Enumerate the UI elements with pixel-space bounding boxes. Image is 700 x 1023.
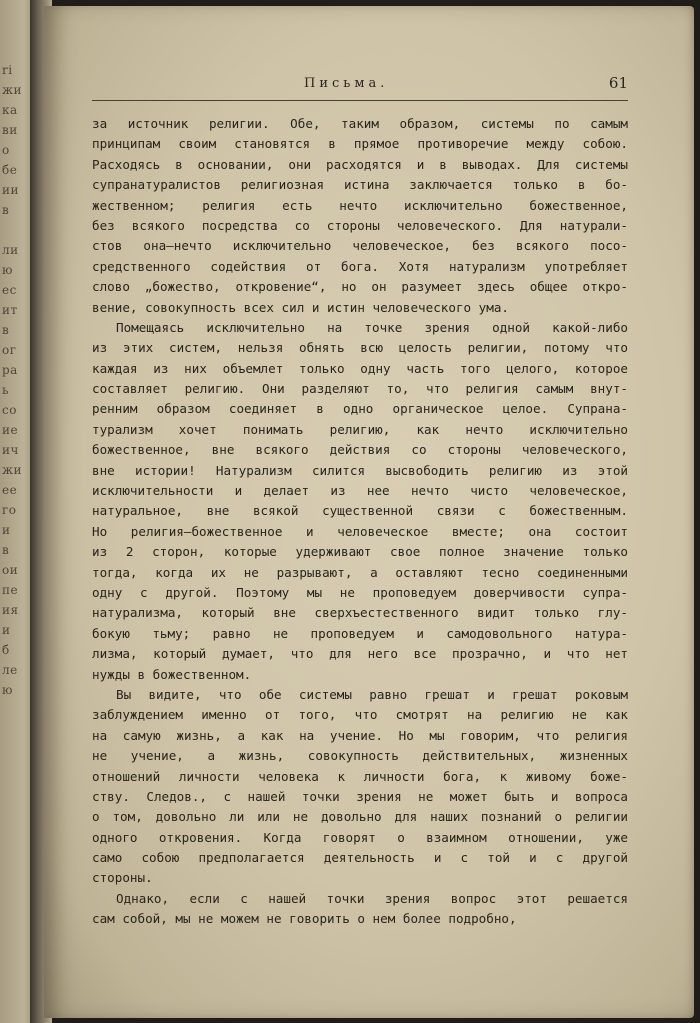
text-line: супранатуралистов религиозная истина заключается только в бо- [92, 177, 628, 193]
left-page-fragment: бе [2, 163, 18, 177]
paragraph [92, 889, 628, 930]
text-line: средственного содействия от бога. Хотя натурализм употребляет [92, 258, 628, 274]
left-page-fragment: жи [2, 463, 23, 477]
paragraph [92, 318, 628, 685]
text-line: заблуждением именно от того, что смотрят на религию не как [92, 707, 628, 723]
left-page-fragment: ле [2, 663, 18, 677]
left-page-fragment: в [2, 203, 10, 217]
text-line: натурализма, который вне сверхъестественного видит только глу- [92, 605, 628, 621]
running-title: Письма. [304, 76, 389, 91]
text-line: ству. Следов., с нашей точки зрения не может быть и вопроса [92, 788, 628, 804]
text-line: Однако, если с нашей точки зрения вопрос этот решается [116, 890, 628, 906]
left-page-fragment: ви [2, 123, 18, 137]
left-page-fragment: ии [2, 183, 19, 197]
left-page-fragment: и [2, 623, 11, 637]
book-page [44, 6, 694, 1018]
text-line: из 2 сторон, которые удерживают свое полное значение только [92, 544, 628, 560]
paragraph [92, 114, 628, 318]
text-line: Вы видите, что обе системы равно грешат и грешат роковым [116, 686, 628, 702]
text-line: принципам своим становятся в прямое противоречие между собою. [92, 136, 628, 152]
left-page-fragment: ра [2, 363, 18, 377]
text-line: о том, довольно ли или не довольно для наших познаний о религии [92, 809, 628, 825]
text-line: стов она—нечто исключительно человеческое, без всякого посо- [92, 238, 628, 254]
text-line: каждая из них объемлет только одну часть того целого, которое [92, 360, 628, 376]
text-line: одну с другой. Поэтому мы не проповедуем доверчивости супра- [92, 584, 628, 600]
left-page-fragment: жи [2, 83, 23, 97]
text-line: Расходясь в основании, они расходятся и в выводах. Для системы [92, 156, 628, 172]
left-page-fragment: ri [2, 63, 13, 77]
left-page-fragment: со [2, 403, 17, 417]
paragraph [92, 685, 628, 889]
page-header [92, 72, 652, 100]
left-page-fragment: ю [2, 683, 13, 697]
text-line: из этих систем, нельзя обнять всю целость религии, потому что [92, 340, 628, 356]
text-line: тогда, когда их не разрывают, а оставляют тесно соединенными [92, 564, 628, 580]
left-page-fragment: ит [2, 303, 18, 317]
text-line: бокую тьму; равно не проповедуем и самодовольного натура- [92, 625, 628, 641]
text-line: жественном; религия есть нечто исключительно божественное, [92, 197, 628, 213]
left-page-fragment: ич [2, 443, 19, 457]
left-page-fragment: ь [2, 383, 10, 397]
text-line: без всякого посредства со стороны человеческого. Для натурали- [92, 217, 628, 233]
left-page-fragment: ли [2, 243, 19, 257]
left-page-fragment: ес [2, 283, 17, 297]
left-page-fragment: ог [2, 343, 17, 357]
text-line: натуральное, вне всякой существенной связи с божественным. [92, 503, 628, 519]
text-line: одного откровения. Когда говорят о взаимном отношении, уже [92, 829, 628, 845]
text-line: составляет религию. Они разделяют то, что религия самым внут- [92, 381, 628, 397]
header-rule [92, 100, 628, 101]
left-page-fragment: ия [2, 603, 19, 617]
text-line: на самую жизнь, а как на учение. Но мы говорим, что религия [92, 727, 628, 743]
text-line: вение, совокупность всех сил и истин человеческого ума. [92, 299, 510, 315]
left-page-fragment: и [2, 523, 11, 537]
left-page-fragment: пе [2, 583, 19, 597]
text-line: сам собой, мы не можем не говорить о нем более подробно, [92, 911, 517, 927]
text-line: ренним образом соединяет в одно органическое целое. Супрана- [92, 401, 628, 417]
left-page-fragment: ие [2, 423, 19, 437]
page-body-text [92, 114, 628, 930]
left-page-fragment: ои [2, 563, 19, 577]
left-page-fragment: ю [2, 263, 13, 277]
page-number: 61 [608, 74, 628, 92]
text-line: Но религия—божественное и человеческое вместе; она состоит [92, 523, 628, 539]
left-page-fragment: в [2, 543, 10, 557]
text-line: за источник религии. Обе, таким образом, системы по самым [92, 116, 628, 131]
text-line: лизма, который думает, что для него все прозрачно, и что нет [92, 646, 628, 662]
text-line: исключительности и делает из нее нечто чисто человеческое, [92, 483, 628, 499]
text-line: вне истории! Натурализм силится высвободить религию из этой [92, 462, 628, 478]
text-line: божественное, вне всякого действия со стороны человеческого, [92, 442, 628, 458]
text-line: слово „божество, откровение“, но он разумеет здесь общее откро- [92, 279, 628, 295]
text-line: стороны. [92, 870, 153, 886]
text-line: само собою предполагается деятельность и с той и с другой [92, 850, 628, 866]
text-line: не учение, а жизнь, совокупность действительных, жизненных [92, 748, 628, 764]
left-page-fragment: б [2, 643, 10, 657]
left-page-fragment: го [2, 503, 17, 517]
text-line: турализм хочет понимать религию, как нечто исключительно [92, 421, 628, 437]
text-line: нужды в божественном. [92, 666, 252, 682]
left-page-fragment: о [2, 143, 10, 157]
left-page-fragment: ка [2, 103, 18, 117]
left-page-fragment: в [2, 323, 10, 337]
text-line: отношений личности человека к личности бога, к живому боже- [92, 768, 628, 784]
left-page-fragment: ее [2, 483, 18, 497]
text-line: Помещаясь исключительно на точке зрения одной какой-либо [116, 319, 628, 335]
